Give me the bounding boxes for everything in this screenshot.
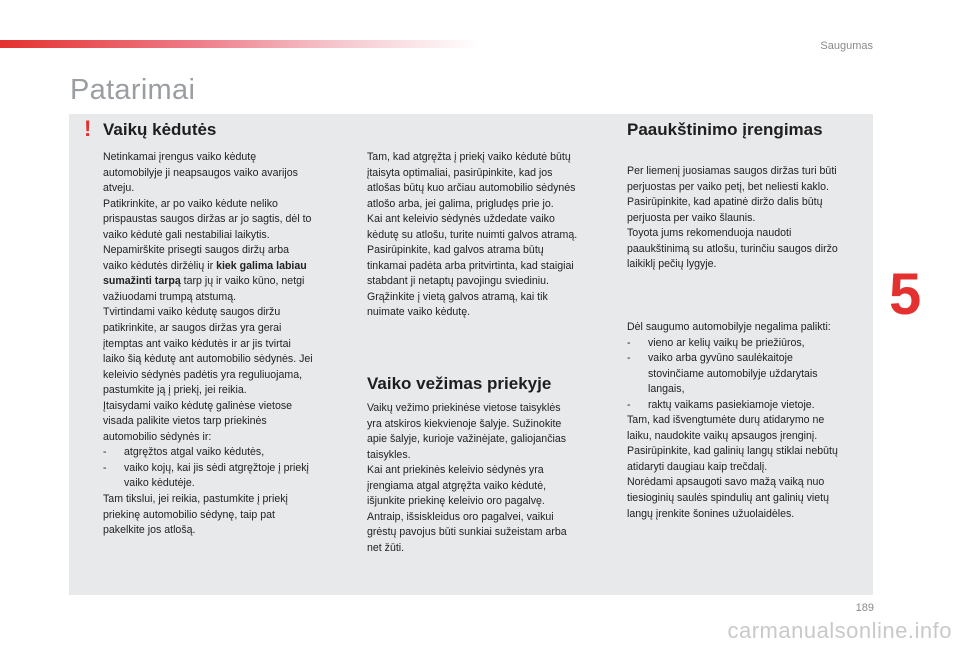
list-dash: - bbox=[627, 336, 631, 349]
text-line: automobilio sėdynės ir: bbox=[103, 430, 212, 443]
emphasis-text: kiek galima labiau bbox=[216, 259, 307, 272]
text-line: išjunkite priekinę keleivio oro pagalvę. bbox=[367, 495, 545, 508]
text-line: kėdutę su atlošu, turite nuimti galvos atramą. bbox=[367, 228, 578, 241]
text-line: Tam, kad atgręžta į priekį vaiko kėdutė būtų bbox=[367, 151, 571, 163]
text-line: laikiklį pečių lygyje. bbox=[627, 258, 717, 271]
text-line: Dėl saugumo automobilyje negalima palikti: bbox=[627, 321, 831, 333]
text-line: raktų vaikams pasiekiamoje vietoje. bbox=[648, 398, 815, 411]
text-line: taisykles. bbox=[367, 448, 411, 461]
booster-heading: Paaukštinimo įrengimas bbox=[627, 120, 823, 139]
text-line: atveju. bbox=[103, 182, 135, 195]
text-line: Vaikų vežimo priekinėse vietose taisyklės bbox=[367, 402, 561, 414]
child-seats-heading: Vaikų kėdutės bbox=[103, 120, 217, 139]
text-line: langais, bbox=[648, 383, 685, 396]
list-dash: - bbox=[103, 446, 107, 459]
list-dash: - bbox=[627, 398, 631, 411]
warning-icon: ! bbox=[84, 116, 92, 141]
text-line: važiuodami trumpą atstumą. bbox=[103, 290, 237, 303]
text-line: tiesioginių saulės spindulių ant galinių vietų bbox=[627, 492, 830, 505]
list-item bbox=[627, 351, 872, 398]
text-line: laiko šią kėdutę ant automobilio sėdynės. Jei bbox=[103, 353, 313, 366]
text-line: vaiko kėdutėje. bbox=[124, 477, 195, 490]
text-line: Nepamirškite prisegti saugos diržų arba bbox=[103, 244, 290, 257]
list-item bbox=[103, 461, 353, 492]
text-line: atlošas būtų kuo arčiau automobilio sėdynės bbox=[367, 182, 576, 195]
text-line bbox=[103, 274, 353, 290]
text-line: net žūti. bbox=[367, 541, 405, 554]
list-item bbox=[103, 445, 353, 461]
chapter-number: 5 bbox=[889, 262, 922, 327]
front-seat-heading: Vaiko vežimas priekyje bbox=[367, 374, 552, 393]
page-title: Patarimai bbox=[70, 74, 196, 106]
text-line: stabdant ji netaptų pavojingu sviediniu. bbox=[367, 275, 549, 288]
text-line: yra atskiros kiekvienoje šalyje. Sužinokite bbox=[367, 417, 562, 430]
text-line: Pasirūpinkite, kad galvos atrama būtų bbox=[367, 244, 544, 257]
text-line: vaiko kėdutė gali nestabiliai laikytis. bbox=[103, 228, 270, 241]
text-line: patikrinkite, ar saugos diržas yra gerai bbox=[103, 322, 282, 335]
text-line: priekinę automobilio sėdynę, taip pat bbox=[103, 508, 275, 521]
text-line: Patikrinkite, ar po vaiko kėdute neliko bbox=[103, 197, 278, 210]
text-line: Per liemenį juosiamas saugos diržas turi būti bbox=[627, 165, 837, 177]
text-line: atgręžtos atgal vaiko kėdutės, bbox=[124, 446, 265, 459]
text-line: pakelkite jos atlošą. bbox=[103, 524, 196, 537]
text-line: visada palikite vietos tarp priekinės bbox=[103, 415, 267, 428]
list-dash: - bbox=[627, 352, 631, 365]
text-line: grėstų pavojus būti sunkiai sužeistam arba bbox=[367, 526, 567, 539]
text-line: Norėdami apsaugoti savo mažą vaiką nuo bbox=[627, 476, 825, 489]
child-seats-text bbox=[103, 150, 353, 539]
header-accent-bar bbox=[0, 40, 480, 48]
text-line: Tam, kad išvengtumėte durų atidarymo ne bbox=[627, 414, 825, 427]
list-item bbox=[627, 336, 872, 352]
text-line: Tam tikslui, jei reikia, pastumkite į priekį bbox=[103, 493, 288, 506]
text-line: Pasirūpinkite, kad apatinė diržo dalis būtų bbox=[627, 196, 823, 209]
text-line: perjuosta per vaiko šlaunis. bbox=[627, 211, 756, 224]
text-line: langų įrenkite šonines užuolaidėles. bbox=[627, 507, 795, 520]
front-seat-text bbox=[367, 401, 617, 556]
text-line: Grąžinkite į vietą galvos atramą, kai tik bbox=[367, 290, 548, 303]
text-span: vaiko kėdutės diržėlių ir bbox=[103, 259, 214, 272]
text-line: atlošo arba, jei galima, prigludęs prie jo. bbox=[367, 197, 554, 210]
text-line: perjuostas per vaiko petį, bet neliesti kaklo. bbox=[627, 180, 829, 193]
text-line: laiku, naudokite vaikų apsaugos įrenginį. bbox=[627, 429, 818, 442]
emphasis-text: sumažinti tarpą bbox=[103, 275, 181, 288]
text-line: prispaustas saugos diržas ar jo sagtis, dėl to bbox=[103, 213, 312, 226]
text-line: Įtaisydami vaiko kėdutę galinėse vietose bbox=[103, 399, 293, 412]
booster-text bbox=[627, 164, 872, 273]
text-line: įtemptas ant vaiko kėdutės ir ar jis tvirtai bbox=[103, 337, 291, 350]
text-line: tinkamai padėta arba pritvirtinta, kad staigiai bbox=[367, 259, 574, 272]
section-title: Saugumas bbox=[820, 40, 873, 52]
text-line: keleivio sėdynės padėtis yra reguliuojama, bbox=[103, 368, 303, 381]
text-line: Kai ant keleivio sėdynės uždedate vaiko bbox=[367, 213, 555, 226]
watermark: carmanualsonline.info bbox=[727, 618, 952, 643]
text-span: tarp jų ir vaiko kūno, netgi bbox=[180, 275, 305, 288]
text-line: stovinčiame automobilyje uždarytais bbox=[648, 367, 818, 380]
safety-text bbox=[627, 320, 872, 522]
text-line bbox=[103, 259, 353, 275]
text-line: paaukštinimą su atlošu, turinčiu saugos diržo bbox=[627, 242, 838, 255]
headrest-text bbox=[367, 150, 617, 321]
list-item bbox=[627, 398, 872, 414]
list-dash: - bbox=[103, 461, 107, 474]
text-line: Tvirtindami vaiko kėdutę saugos diržu bbox=[103, 306, 281, 319]
text-line: Netinkamai įrengus vaiko kėdutę bbox=[103, 151, 257, 163]
text-line: automobilyje ji neapsaugos vaiko avarijos bbox=[103, 166, 298, 179]
text-line: vaiko kojų, kai jis sėdi atgręžtoje į priekį bbox=[124, 461, 309, 474]
text-line: Kai ant priekinės keleivio sėdynės yra bbox=[367, 464, 544, 477]
page-number: 189 bbox=[855, 602, 874, 614]
text-line: vieno ar kelių vaikų be priežiūros, bbox=[648, 336, 805, 349]
text-line: apie šalyje, kurioje važinėjate, galiojančias bbox=[367, 433, 567, 446]
text-line: Toyota jums rekomenduoja naudoti bbox=[627, 227, 792, 240]
text-line: atidaryti daugiau kaip trečdalį. bbox=[627, 460, 768, 473]
text-line: nuimate vaiko kėdutę. bbox=[367, 306, 471, 319]
text-line: įtaisyta optimaliai, pasirūpinkite, kad jos bbox=[367, 166, 553, 179]
text-line: įrengiama atgal atgręžta vaiko kėdutė, bbox=[367, 479, 547, 492]
text-line: Antraip, išsiskleidus oro pagalvei, vaikui bbox=[367, 510, 554, 523]
text-line: pastumkite ją į priekį, jei reikia. bbox=[103, 384, 247, 397]
text-line: Pasirūpinkite, kad galinių langų stiklai nebūtų bbox=[627, 445, 838, 458]
text-line: vaiko arba gyvūno saulėkaitoje bbox=[648, 352, 793, 365]
